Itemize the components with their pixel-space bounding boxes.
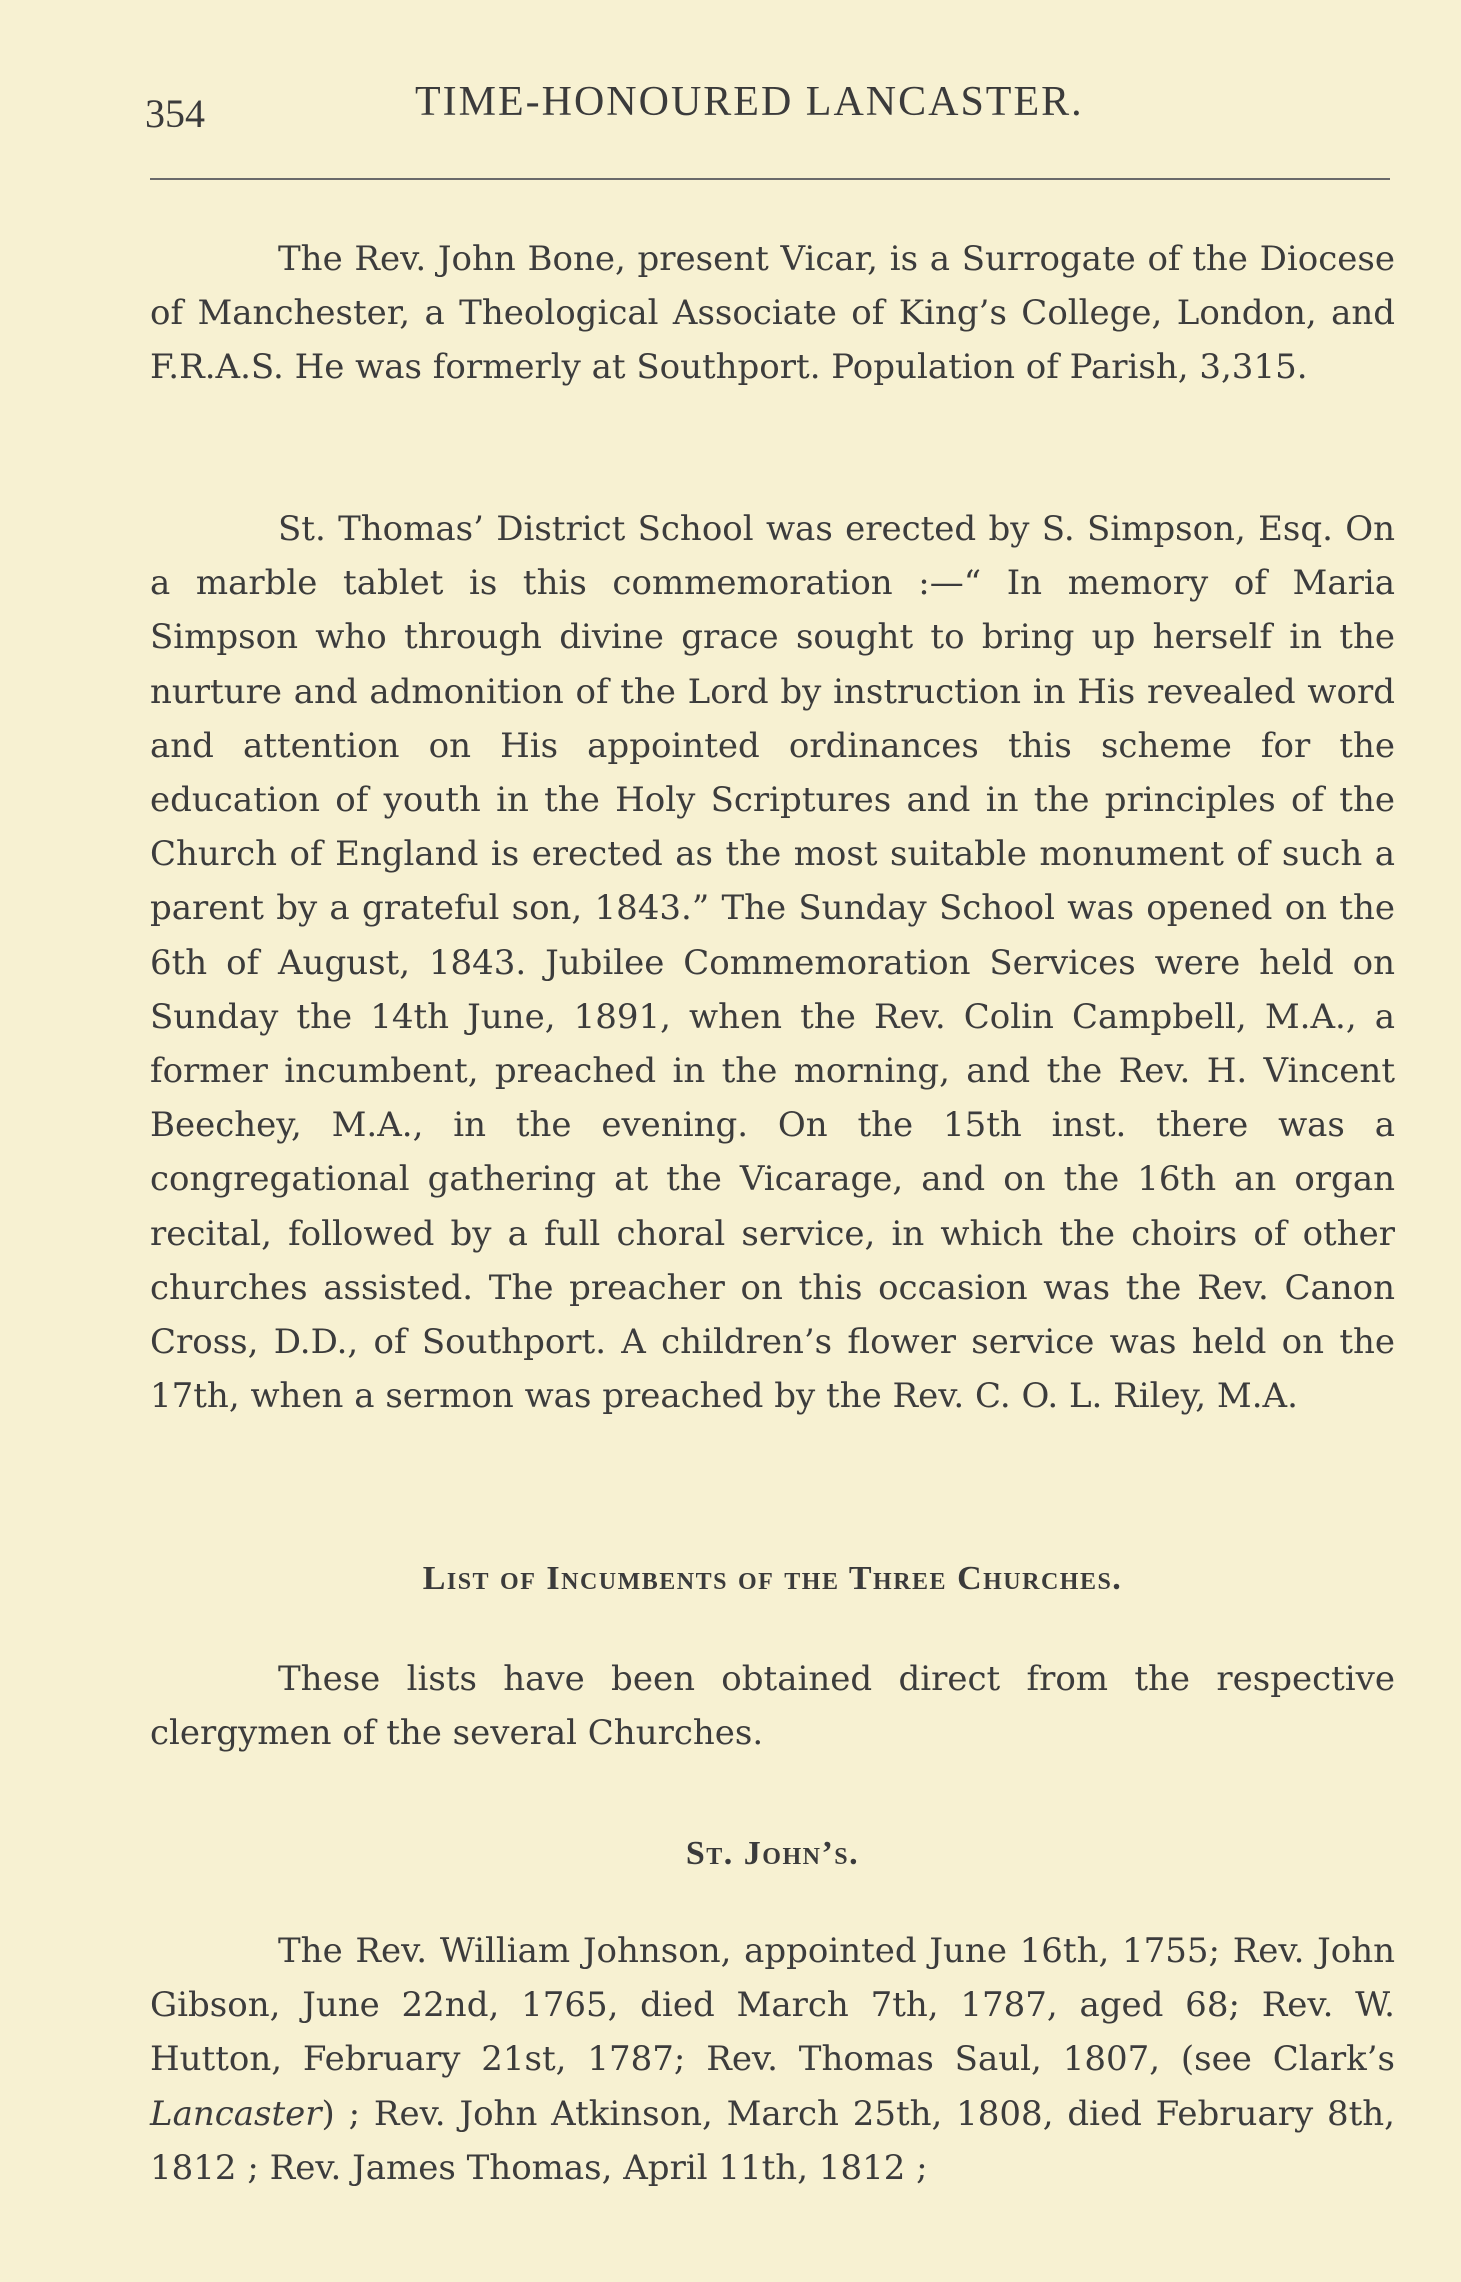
paragraph-st-johns-incumbents: [150, 1924, 1395, 2195]
paragraph-lists-source: These lists have been obtained direct from the respective clergymen of the several Churches.: [150, 1659, 1395, 1754]
section-heading-st-johns: St. John’s.: [685, 1835, 860, 1872]
section-heading-incumbents: List of Incumbents of the Three Churches.: [422, 1560, 1123, 1597]
header-rule: [150, 178, 1390, 180]
page-number: 354: [145, 91, 205, 136]
running-title: TIME-HONOURED LANCASTER.: [415, 79, 1084, 125]
paragraph-district-school: St. Thomas’ District School was erected by S. Simpson, Esq. On a marble tablet is this commemoration :—“ In memory of Maria Simpson who through divine grace sought to bring up herself in the nurture and admonition of the Lord by instruction in His revealed word and attention on His appointed ordinances this scheme for the education of youth in the Holy Scriptures and in the principles of the Church of England is erected as the most suitable monument of such a parent by a grateful son, 1843.” The Sunday School was opened on the 6th of August, 1843. Jubilee Commemoration Services were held on Sunday the 14th June, 1891, when the Rev. Colin Campbell, M.A., a former incumbent, preached in the morning, and the Rev. H. Vincent Beechey, M.A., in the evening. On the 15th inst. there was a congregational gathering at the Vicarage, and on the 16th an organ recital, followed by a full choral service, in which the choirs of other churches assisted. The preacher on this occasion was the Rev. Canon Cross, D.D., of Southport. A children’s flower service was held on the 17th, when a sermon was preached by the Rev. C. O. L. Riley, M.A.: [150, 509, 1395, 1417]
p4-italic-title: Lancaster: [150, 2093, 322, 2134]
p4-text-before: The Rev. William Johnson, appointed June 16th, 1755; Rev. John Gibson, June 22nd, 1765, died March 7th, 1787, aged 68; Rev. W. Hutton, February 21st, 1787; Rev. Thomas Saul, 1807, (see Clark’s: [150, 1931, 1395, 2080]
page-header: [145, 78, 1395, 138]
p4-text-after: ) ; Rev. John Atkinson, March 25th, 1808, died February 8th, 1812 ; Rev. James Thomas, April 11th, 1812 ;: [150, 2093, 1395, 2188]
paragraph-vicar: The Rev. John Bone, present Vicar, is a Surrogate of the Diocese of Manchester, a Theological Associate of King’s College, London, and F.R.A.S. He was formerly at Southport. Population of Parish, 3,315.: [150, 239, 1395, 388]
